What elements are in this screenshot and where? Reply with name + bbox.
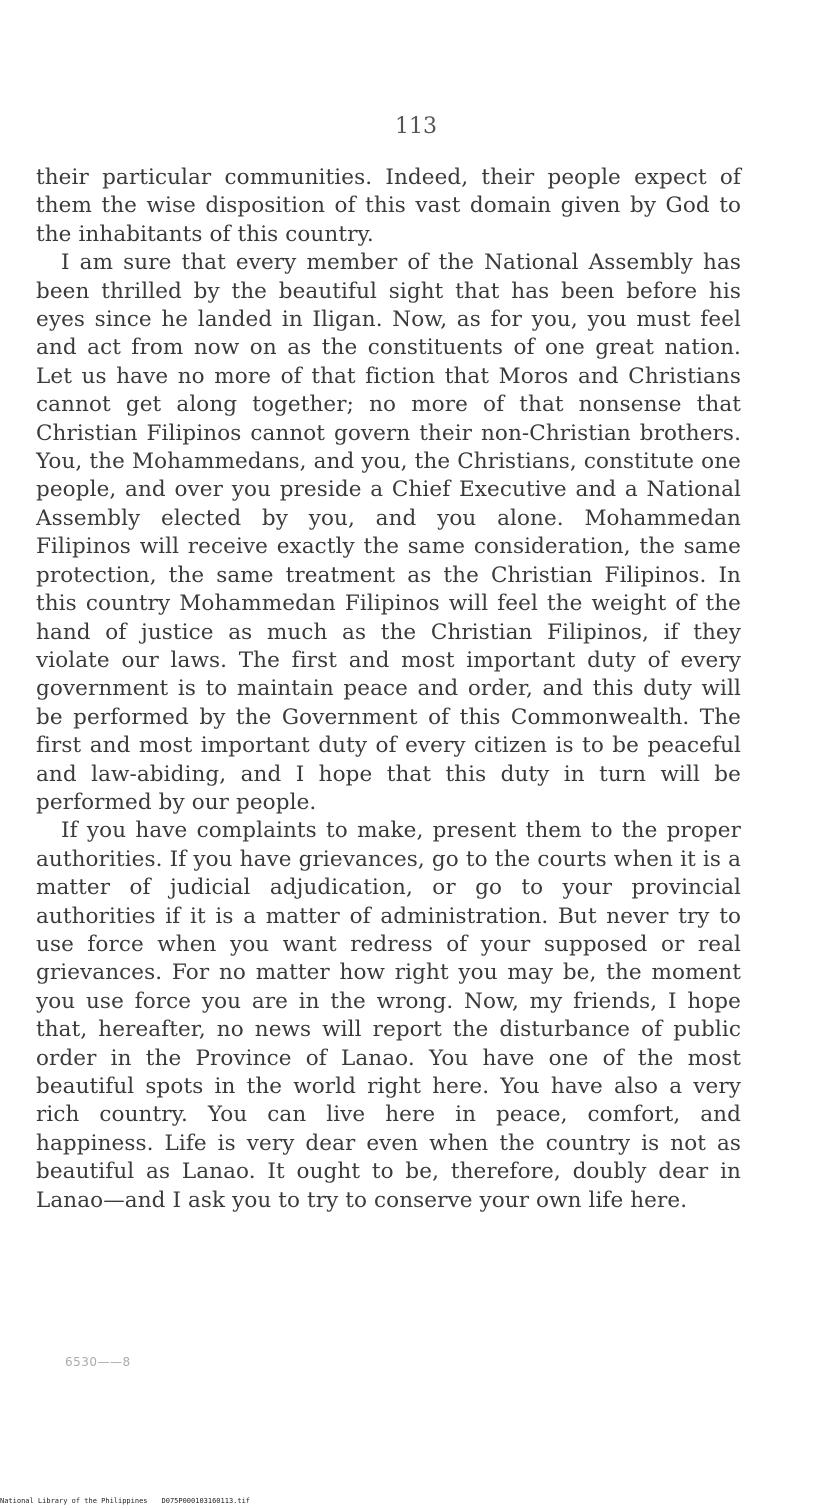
printer-signature: 6530——8 <box>65 1355 131 1369</box>
footer-library: National Library of the Philippines <box>0 1497 148 1505</box>
paragraph-1: their particular communities. Indeed, their people expect of them the wise disposition of this vast domain given by God to the inhabitants of this country. <box>36 165 741 247</box>
scan-footer <box>0 1497 250 1505</box>
footer-file-id: D075P000103160113.tif <box>161 1497 251 1505</box>
paragraph-3: If you have complaints to make, present them to the proper authorities. If you have grievances, go to the courts when it is a matter of judicial adjudication, or go to your provincial authorities if it is a matter of administration. But never try to use force when you want redress of your supposed or real grievances. For no matter how right you may be, the moment you use force you are in the wrong. Now, my friends, I hope that, hereafter, no news will report the disturbance of public order in the Province of Lanao. You have one of the most beautiful spots in the world right here. You have also a very rich country. You can live here in peace, comfort, and happiness. Life is very dear even when the country is not as beautiful as Lanao. It ought to be, therefore, doubly dear in Lanao—and I ask you to try to conserve your own life here. <box>36 818 741 1213</box>
paragraph-2: I am sure that every member of the National Assembly has been thrilled by the beautiful sight that has been before his eyes since he landed in Iligan. Now, as for you, you must feel and act from now on as the constituents of one great nation. Let us have no more of that fiction that Moros and Christians cannot get along together; no more of that nonsense that Christian Filipinos cannot govern their non-Christian brothers. You, the Mohammedans, and you, the Christians, constitute one people, and over you preside a Chief Executive and a National Assembly elected by you, and you alone. Mohammedan Filipinos will receive exactly the same consideration, the same protection, the same treatment as the Christian Filipinos. In this country Mohammedan Filipinos will feel the weight of the hand of justice as much as the Christian Filipinos, if they violate our laws. The first and most important duty of every government is to maintain peace and order, and this duty will be performed by the Government of this Commonwealth. The first and most important duty of every citizen is to be peaceful and law-abiding, and I hope that this duty in turn will be performed by our people. <box>36 250 741 815</box>
body-text <box>36 164 741 1215</box>
page-number: 113 <box>395 114 437 139</box>
